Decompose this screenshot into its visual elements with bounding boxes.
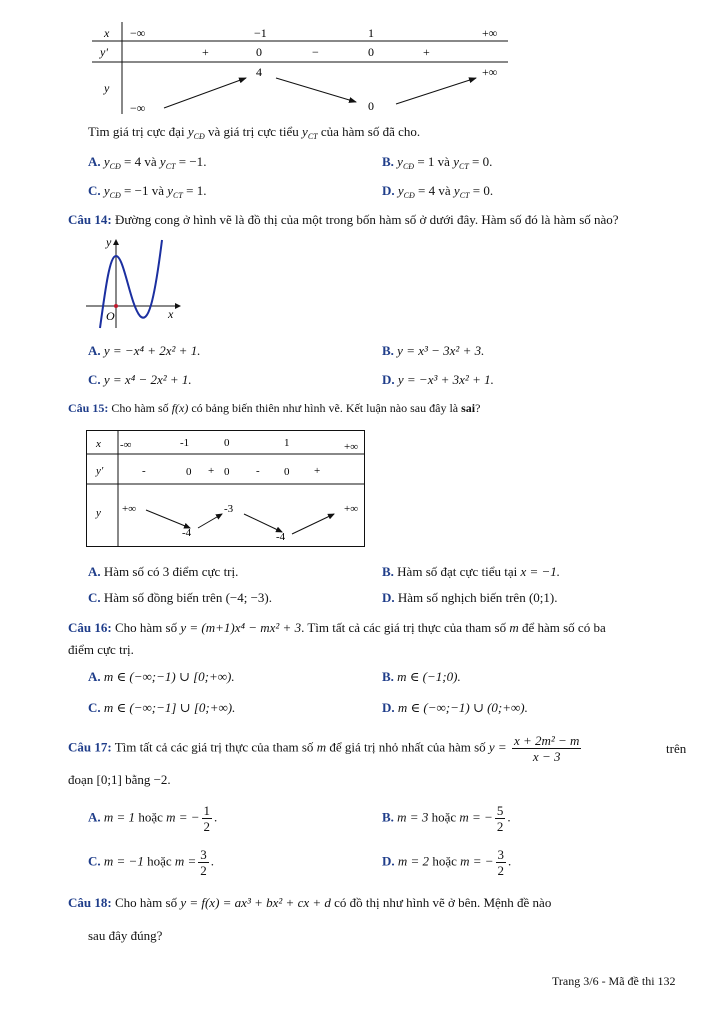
q16-stem-cont: điểm cực trị.: [68, 642, 134, 657]
q15-option-b[interactable]: B. Hàm số đạt cực tiểu tại x = −1.: [382, 564, 561, 579]
t2-yp-val: -: [142, 465, 146, 477]
t1-x-label: x: [104, 26, 110, 40]
q16-option-b[interactable]: B. m ∈ (−1;0).: [382, 669, 461, 684]
t1-arrow: [396, 78, 476, 104]
t2-y-val: +∞: [344, 503, 359, 515]
t2-yp-val: -: [256, 465, 260, 477]
t2-yp-val: 0: [224, 466, 230, 478]
t2-arrow: [198, 514, 222, 528]
q18-stem-cont: sau đây đúng?: [88, 928, 163, 943]
q15-stem: Câu 15: Cho hàm số f(x) có bảng biến thiên như hình vẽ. Kết luận nào sau đây là sai?: [68, 401, 481, 415]
q13-option-a[interactable]: A. $y_{CĐ} = 4$ và $y_{CT} = -1$.: [88, 154, 207, 171]
t2-yp-val: +: [314, 465, 321, 477]
t1-y-val: +∞: [482, 65, 498, 79]
q15-option-d[interactable]: D. Hàm số nghịch biến trên (0;1).: [382, 590, 558, 605]
variation-table-2: [86, 430, 368, 550]
t1-yp-val: +: [423, 45, 430, 59]
t2-yp-val: +: [208, 465, 215, 477]
q17-option-b[interactable]: B. m = 3 hoặc m = − $\frac{5}{2}$ .: [382, 803, 511, 834]
q17-option-c[interactable]: C. m = −1 hoặc m = $\frac{3}{2}$ .: [88, 847, 215, 878]
q15-option-c[interactable]: C. Hàm số đồng biến trên (−4; −3).: [88, 590, 272, 605]
t1-x-val: −∞: [130, 26, 146, 40]
t2-x-val: 1: [284, 437, 290, 449]
t2-x-label: x: [96, 438, 101, 450]
t1-y-val: −∞: [130, 101, 146, 115]
q16-stem: Câu 16: Cho hàm số y = (m+1)x⁴ − mx² + 3. Tìm tất cả các giá trị thực của tham số m để hàm số có ba: [68, 620, 606, 635]
t1-y-val: 4: [256, 65, 262, 79]
q17-stem-tren: trên: [666, 741, 687, 756]
q17-fraction: $\frac{\text{x + 2m² − m}}{x - 3}$: [513, 733, 580, 764]
t1-yp-val: −: [312, 45, 319, 59]
t2-yp-label: y': [96, 465, 104, 477]
q18-stem: Câu 18: Cho hàm số y = f(x) = ax³ + bx² + cx + d có đồ thị như hình vẽ ở bên. Mệnh đề nào: [68, 895, 552, 910]
q15-option-a[interactable]: A. Hàm số có 3 điểm cực trị.: [88, 564, 239, 579]
t2-y-val: -3: [224, 503, 234, 515]
page-footer: Trang 3/6 - Mã đề thi 132: [552, 974, 676, 988]
t1-y-label: y: [104, 81, 110, 95]
q13-prompt: Tìm giá trị cực đại $y_{CĐ}$ và giá trị cực tiểu $y_{CT}$ của hàm số đã cho.: [88, 124, 421, 141]
t2-x-val: -1: [180, 437, 190, 449]
q13-option-b[interactable]: B. $y_{CĐ} = 1$ và $y_{CT} = 0$.: [382, 154, 493, 171]
t1-x-val: −1: [254, 26, 267, 40]
q14-origin-label: O: [106, 309, 115, 323]
q13-option-d[interactable]: D. $y_{CĐ} = 4$ và $y_{CT} = 0$.: [382, 183, 494, 200]
q14-graph: [84, 234, 188, 332]
q17-stem-cont: đoạn [0;1] bằng −2.: [68, 772, 171, 787]
q17-stem: Câu 17: Tìm tất cả các giá trị thực của tham số m để giá trị nhỏ nhất của hàm số y = $\frac{\text{x + 2m² − m}}{x - 3}$: [68, 733, 580, 764]
q13-option-c[interactable]: C. $y_{CĐ} = -1$ và $y_{CT} = 1$.: [88, 183, 207, 200]
t1-arrow: [164, 78, 246, 108]
t2-arrow: [146, 510, 190, 528]
q14-option-c[interactable]: C. y = x⁴ − 2x² + 1.: [88, 372, 192, 387]
t1-yp-label: y': [100, 45, 108, 59]
t1-arrow: [276, 78, 356, 102]
t2-yp-val: 0: [284, 466, 290, 478]
t2-yp-val: 0: [186, 466, 192, 478]
q16-option-c[interactable]: C. m ∈ (−∞;−1] ∪ [0;+∞).: [88, 700, 236, 715]
t1-x-val: +∞: [482, 26, 498, 40]
t1-yp-val: 0: [368, 45, 374, 59]
variation-table-1: [90, 22, 520, 118]
t2-arrow: [244, 514, 282, 532]
q17-option-d[interactable]: D. m = 2 hoặc m = − $\frac{3}{2}$ .: [382, 847, 512, 878]
t2-x-val: 0: [224, 437, 230, 449]
q17-option-a[interactable]: A. m = 1 hoặc m = − $\frac{1}{2}$ .: [88, 803, 218, 834]
q16-option-a[interactable]: A. m ∈ (−∞;−1) ∪ [0;+∞).: [88, 669, 235, 684]
q14-option-a[interactable]: A. y = −x⁴ + 2x² + 1.: [88, 343, 201, 358]
q14-x-axis-label: x: [168, 307, 174, 321]
q14-option-b[interactable]: B. y = x³ − 3x² + 3.: [382, 343, 485, 358]
q16-option-d[interactable]: D. m ∈ (−∞;−1) ∪ (0;+∞).: [382, 700, 528, 715]
t2-x-val: -∞: [120, 439, 132, 451]
t1-yp-val: +: [202, 45, 209, 59]
t2-y-label: y: [96, 507, 101, 519]
t1-x-val: 1: [368, 26, 374, 40]
q14-option-d[interactable]: D. y = −x³ + 3x² + 1.: [382, 372, 494, 387]
t1-yp-val: 0: [256, 45, 262, 59]
t2-arrow: [292, 514, 334, 534]
t2-y-val: -4: [182, 527, 192, 539]
t1-y-val: 0: [368, 99, 374, 113]
t2-x-val: +∞: [344, 441, 359, 453]
q14-y-axis-label: y: [106, 235, 112, 249]
t2-y-val: +∞: [122, 503, 137, 515]
t2-y-val: -4: [276, 531, 286, 543]
q14-stem: Câu 14: Đường cong ở hình vẽ là đồ thị của một trong bốn hàm số ở dưới đây. Hàm số đó là hàm số nào?: [68, 212, 619, 227]
